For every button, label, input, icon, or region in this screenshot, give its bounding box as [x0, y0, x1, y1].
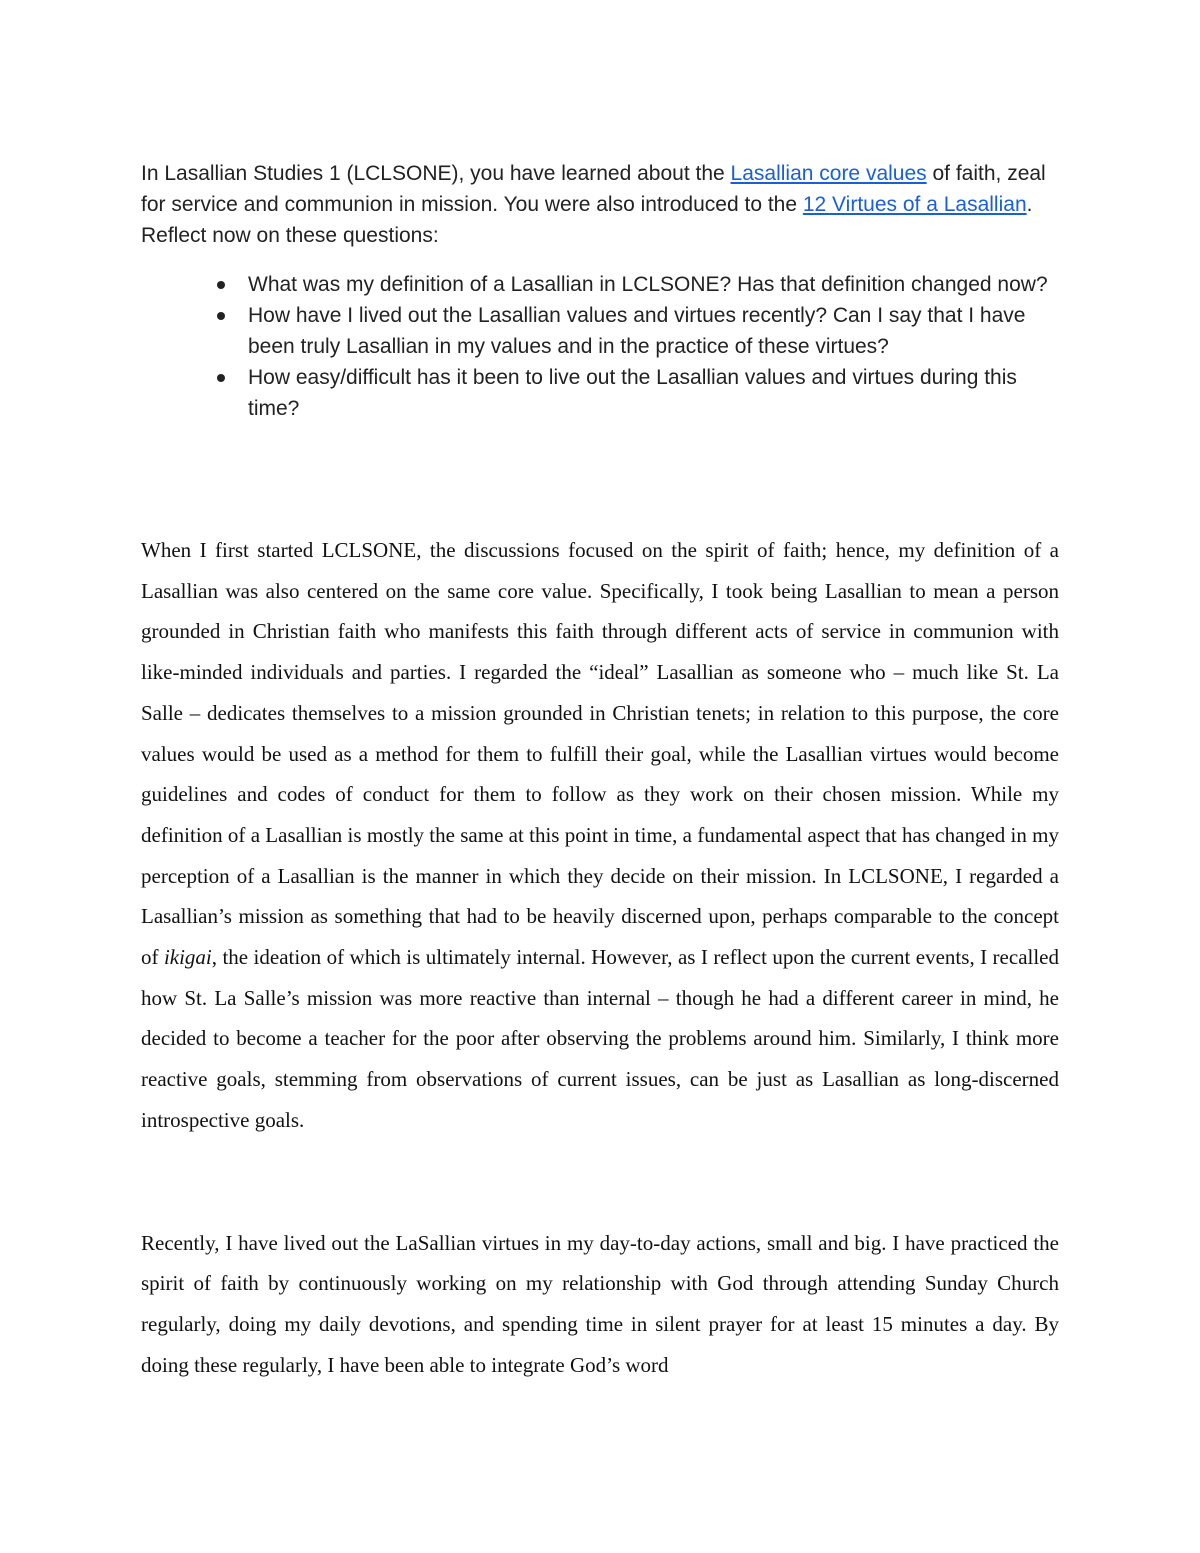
virtues-link[interactable]: 12 Virtues of a Lasallian — [802, 193, 1027, 216]
question-text: How easy/difficult has it been to live out the Lasallian values and virtues during this time? — [248, 366, 1017, 420]
question-list — [141, 269, 1061, 424]
prompt-intro-text-2: of faith, zeal for service and communion in mission. You were also introduced to the — [141, 162, 1046, 216]
bullet-icon — [217, 374, 225, 382]
essay-response — [141, 530, 1059, 1385]
prompt-intro — [141, 158, 1061, 251]
essay-paragraph-2: Recently, I have lived out the LaSallian virtues in my day-to-day actions, small and big. I have practiced the spirit of faith by continuously working on my relationship with God through attending Sunday Church regularly, doing my daily devotions, and spending time in silent prayer for at least 15 minutes a day. By doing these regularly, I have been able to integrate God’s word — [141, 1230, 1059, 1377]
essay-paragraph-1 — [141, 530, 1059, 1141]
prompt-intro-text-1: In Lasallian Studies 1 (LCLSONE), you have learned about the — [141, 162, 731, 185]
question-item — [141, 362, 1061, 424]
assignment-prompt — [141, 158, 1061, 424]
ikigai-term: ikigai — [163, 945, 212, 970]
question-text: What was my definition of a Lasallian in LCLSONE? Has that definition changed now? — [248, 273, 1048, 296]
question-item — [141, 300, 1061, 362]
question-text: How have I lived out the Lasallian values and virtues recently? Can I say that I have been truly Lasallian in my values and in the practice of these virtues? — [248, 304, 1026, 358]
core-values-link[interactable]: Lasallian core values — [730, 162, 927, 185]
essay-paragraph-1-text-b: , the ideation of which is ultimately internal. However, as I reflect upon the current events, I recalled how St. La Salle’s mission was more reactive than internal – though he had a different career in mind, he decided to become a teacher for the poor after observing the problems around him. Similarly, I think more reactive goals, stemming from observations of current issues, can be just as Lasallian as long-discerned introspective goals. — [141, 945, 1060, 1132]
bullet-icon — [217, 312, 225, 320]
prompt-intro-text-3: . Reflect now on these questions: — [141, 193, 1033, 247]
question-item — [141, 269, 1061, 300]
bullet-icon — [217, 281, 225, 289]
essay-paragraph-1-text-a: When I first started LCLSONE, the discussions focused on the spirit of faith; hence, my definition of a Lasallian was also centered on the same core value. Specifically, I took being Lasallian to mean a person grounded in Christian faith who manifests this faith through different acts of service in communion with like-minded individuals and parties. I regarded the “ideal” Lasallian as someone who – much like St. La Salle – dedicates themselves to a mission grounded in Christian tenets; in relation to this purpose, the core values would be used as a method for them to fulfill their goal, while the Lasallian virtues would become guidelines and codes of conduct for them to follow as they work on their chosen mission. While my definition of a Lasallian is mostly the same at this point in time, a fundamental aspect that has changed in my perception of a Lasallian is the manner in which they decide on their mission. In LCLSONE, I regarded a Lasallian’s mission as something that had to be heavily discerned upon, perhaps comparable to the concept of — [141, 538, 1059, 970]
